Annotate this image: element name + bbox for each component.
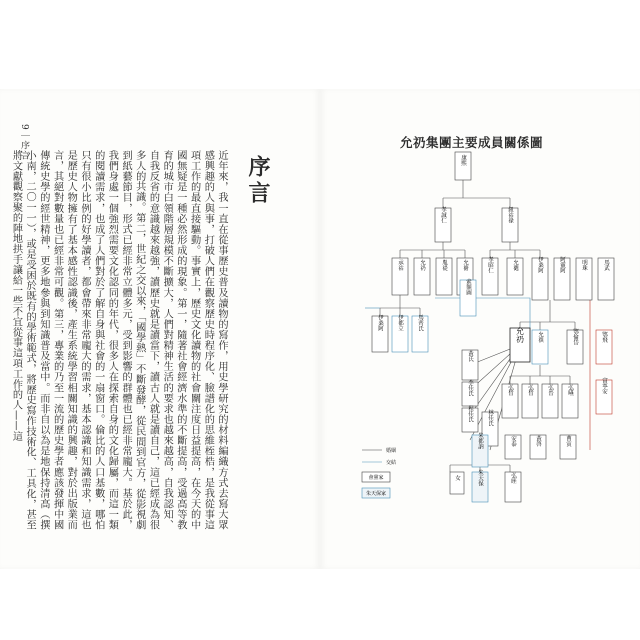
svg-text:弘晉: 弘晉 bbox=[547, 384, 553, 396]
person-box-wife-b bbox=[502, 206, 518, 242]
svg-text:朱天保家: 朱天保家 bbox=[365, 491, 387, 497]
svg-text:孝誠仁: 孝誠仁 bbox=[440, 206, 446, 224]
svg-text:胤禔: 胤禔 bbox=[441, 259, 447, 271]
person-box-s-a bbox=[522, 383, 538, 418]
svg-text:李佳氏: 李佳氏 bbox=[467, 379, 473, 397]
running-head: 9｜序言 bbox=[19, 124, 29, 161]
svg-text:允禵: 允禵 bbox=[512, 259, 518, 271]
person-box-d2 bbox=[392, 314, 408, 352]
svg-text:婚姻: 婚姻 bbox=[386, 448, 397, 454]
svg-text:鄂飛: 鄂飛 bbox=[601, 331, 607, 343]
person-box-r-e bbox=[596, 330, 612, 364]
svg-text:承祜: 承祜 bbox=[397, 259, 403, 271]
person-box-r-b bbox=[576, 258, 592, 300]
person-box-c1 bbox=[532, 256, 548, 300]
svg-text:女: 女 bbox=[454, 475, 460, 481]
svg-text:曹寅: 曹寅 bbox=[565, 435, 571, 447]
svg-text:程佳氏: 程佳氏 bbox=[467, 405, 473, 423]
person-box-a1 bbox=[392, 258, 408, 295]
svg-text:馬武: 馬武 bbox=[603, 259, 609, 271]
svg-text:林佳氏: 林佳氏 bbox=[487, 409, 493, 427]
person-box-wife-a bbox=[435, 206, 451, 242]
person-box-r-g bbox=[596, 377, 612, 414]
svg-text:伊桑阿: 伊桑阿 bbox=[377, 314, 383, 332]
person-box-kangxi bbox=[455, 152, 471, 180]
person-box-r-c bbox=[598, 258, 614, 300]
svg-text:黃氏: 黃氏 bbox=[467, 350, 473, 362]
chart-legend bbox=[362, 447, 396, 498]
person-box-c2 bbox=[554, 256, 570, 300]
svg-text:伊都立: 伊都立 bbox=[397, 314, 403, 332]
chart-title: 允礽集團主要成員關係圖 bbox=[400, 135, 544, 150]
person-box-bottom-a bbox=[472, 432, 488, 467]
svg-text:阿靈阿: 阿靈阿 bbox=[559, 256, 565, 274]
person-box-e-extra bbox=[505, 471, 521, 502]
svg-text:黃啓: 黃啓 bbox=[535, 435, 541, 447]
person-box-s-c bbox=[562, 383, 578, 418]
person-box-bottom-d bbox=[530, 434, 546, 459]
svg-text:索額圖: 索額圖 bbox=[465, 278, 471, 296]
relationship-chart bbox=[360, 150, 620, 510]
person-box-a3 bbox=[436, 258, 452, 295]
svg-text:馬齊氏: 馬齊氏 bbox=[417, 314, 423, 332]
person-box-bottom-f bbox=[472, 469, 488, 502]
person-box-bottom-e bbox=[560, 434, 576, 459]
svg-text:朱天保: 朱天保 bbox=[477, 469, 483, 487]
svg-text:孝昭仁: 孝昭仁 bbox=[487, 256, 493, 274]
person-box-s-b bbox=[542, 383, 558, 418]
person-box-solo bbox=[460, 278, 476, 316]
person-box-e5 bbox=[502, 383, 518, 418]
person-box-bottom-b bbox=[450, 472, 464, 494]
person-box-bottom-c bbox=[505, 434, 521, 459]
body-text: 近年來，我一直在從事歷史普及讀物的寫作，用史學研究的材料編織方式去寫大眾感興趣的人與事，打破人們在觀察歷史時程序化、臉譜化的思維桎梏，是我從事這項工作的最直接驅動。事實上，歷史文化讀物的社會關注度日益提高，在今天的中國無疑是一種必然形成的現象。第一，隨著社會經濟水準的不斷提高，受過高等教育的城市白領階層規模不斷擴大，人們對精神生活的要求也越來越高，自我認知、自我反省的意識越來越強，讀歷史就是讀當下，讀古人就是讀自己，這已經成為很多人的共識。第二，世紀之交以來，「國學熱」不斷發酵，從民間到官方，從影視劇到紙藝節目，形式已經非常立體多元，受到影響的群體也已經非常龐大。基於此，我們身處一個強烈需要文化認同的年代，很多人在探索自身的文化歸屬，而這一類的閱讀需求，也成了人們對於了解自身與社會的一扇窗口。倫比的人口基數，哪怕只有很小比例的好學讀者，都會帶來非常龐大的需求，基本認識和知識需求，這也是歷史人物擁有了基本感性認識後，產生系統學習相關知識的興趣，對於出版業而言，其絕對數量也已經非常可觀。第三，專業的乃至一流的歷史學者應該發揮中國傳統史學的經世精神，更多地參與到知識普及當中。而非自以為是地保持清高（撰小南，二〇一一），或是受困於既有的學術範式，將歷史寫作技術化、工具化，甚至將文獻觀察聚的陣地拱手讓給一些不宜從事這項工作的人——這 bbox=[10, 150, 227, 530]
svg-text:交結: 交結 bbox=[386, 460, 397, 466]
svg-text:弘晳: 弘晳 bbox=[507, 384, 513, 396]
person-box-yinreng bbox=[510, 326, 530, 362]
person-box-b2 bbox=[482, 256, 498, 295]
svg-text:安泰: 安泰 bbox=[510, 435, 516, 447]
svg-text:弘曣: 弘曣 bbox=[567, 384, 573, 396]
svg-text:鈕祜祿: 鈕祜祿 bbox=[507, 206, 513, 224]
svg-text:會黨家: 會黨家 bbox=[368, 475, 384, 481]
person-box-d1 bbox=[372, 314, 388, 352]
person-box-d3 bbox=[412, 314, 428, 352]
svg-text:弘晊: 弘晊 bbox=[510, 472, 516, 484]
person-box-e1 bbox=[462, 349, 478, 380]
svg-text:允禟: 允禟 bbox=[462, 259, 468, 271]
section-title: 序言 bbox=[245, 155, 271, 207]
svg-text:富寧安: 富寧安 bbox=[601, 377, 607, 395]
svg-text:明珠: 明珠 bbox=[581, 259, 587, 271]
person-box-e2 bbox=[462, 379, 478, 406]
svg-text:朱都訥: 朱都訥 bbox=[477, 432, 483, 450]
svg-text:鄂倫岱: 鄂倫岱 bbox=[572, 328, 578, 346]
person-box-d4 bbox=[532, 330, 548, 364]
person-box-a2 bbox=[414, 258, 430, 295]
person-box-b3 bbox=[507, 258, 523, 295]
svg-text:允礽: 允礽 bbox=[419, 259, 425, 271]
svg-text:伊桑阿: 伊桑阿 bbox=[537, 256, 543, 274]
person-box-e3 bbox=[462, 405, 478, 432]
alliance-lines bbox=[365, 298, 530, 340]
svg-text:允禩: 允禩 bbox=[537, 331, 543, 343]
person-box-r-d bbox=[567, 328, 583, 364]
svg-text:允礽: 允礽 bbox=[515, 327, 525, 343]
svg-text:弘晳: 弘晳 bbox=[527, 384, 533, 396]
svg-text:康熙: 康熙 bbox=[460, 154, 466, 166]
